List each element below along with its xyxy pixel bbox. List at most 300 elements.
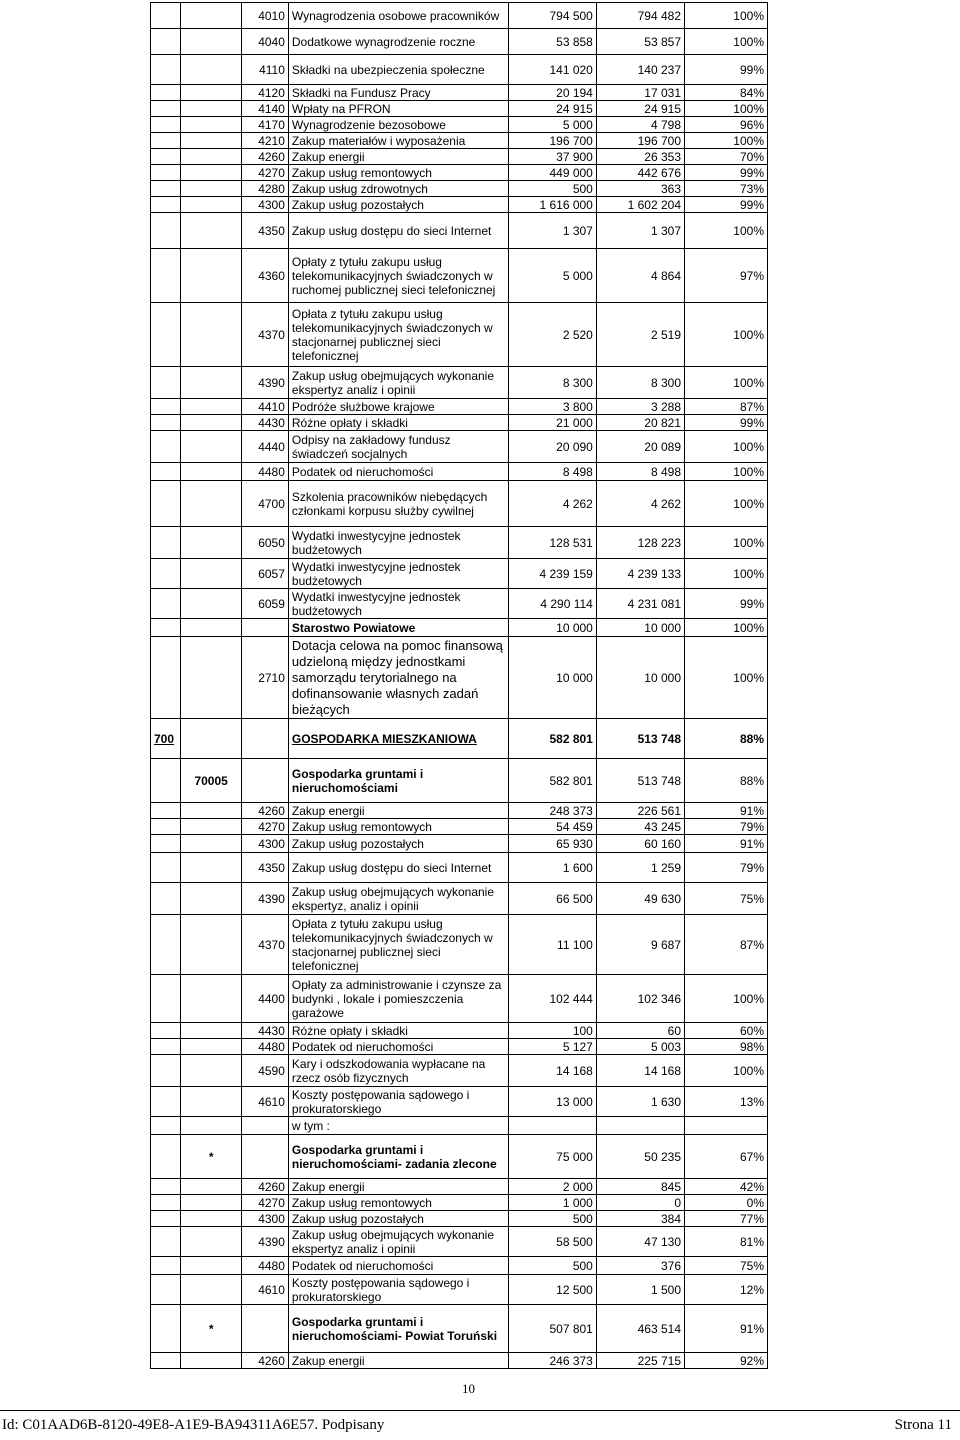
execution-percent-cell: 100% (685, 975, 768, 1023)
plan-amount-cell: 75 000 (508, 1135, 596, 1179)
plan-amount-cell: 12 500 (508, 1275, 596, 1305)
plan-amount-cell: 500 (508, 1211, 596, 1227)
executed-amount-cell: 60 160 (596, 835, 684, 853)
paragraph-code-cell: 4040 (242, 29, 289, 55)
section-code-cell (151, 1211, 181, 1227)
plan-amount-cell: 2 520 (508, 303, 596, 367)
section-code-cell (151, 1353, 181, 1369)
table-row (151, 637, 768, 719)
paragraph-code-cell: 4390 (242, 1227, 289, 1257)
executed-amount-cell: 53 857 (596, 29, 684, 55)
execution-percent-cell (685, 1117, 768, 1135)
plan-amount-cell: 4 239 159 (508, 559, 596, 589)
table-row (151, 3, 768, 29)
section-code-cell (151, 1195, 181, 1211)
section-code-cell (151, 759, 181, 803)
item-name-cell: Zakup energii (288, 149, 508, 165)
item-name-cell: Zakup usług dostępu do sieci Internet (288, 853, 508, 883)
chapter-code-cell (181, 1055, 242, 1087)
paragraph-code-cell: 4400 (242, 975, 289, 1023)
item-name-cell: Składki na ubezpieczenia społeczne (288, 55, 508, 85)
item-name-cell: Zakup usług zdrowotnych (288, 181, 508, 197)
executed-amount-cell: 4 864 (596, 249, 684, 303)
budget-table-container (150, 2, 768, 1369)
item-name-cell: Koszty postępowania sądowego i prokuratorskiego (288, 1087, 508, 1117)
executed-amount-cell: 1 500 (596, 1275, 684, 1305)
section-code-cell (151, 1023, 181, 1039)
paragraph-code-cell: 6059 (242, 589, 289, 619)
execution-percent-cell: 100% (685, 527, 768, 559)
paragraph-code-cell: 4110 (242, 55, 289, 85)
executed-amount-cell: 43 245 (596, 819, 684, 835)
execution-percent-cell: 100% (685, 559, 768, 589)
item-name-cell: Zakup usług obejmujących wykonanie ekspertyz, analiz i opinii (288, 883, 508, 915)
execution-percent-cell: 88% (685, 759, 768, 803)
executed-amount-cell: 14 168 (596, 1055, 684, 1087)
executed-amount-cell: 3 288 (596, 399, 684, 415)
table-row (151, 819, 768, 835)
section-code-cell (151, 249, 181, 303)
chapter-code-cell (181, 303, 242, 367)
item-name-cell: Wynagrodzenia osobowe pracowników (288, 3, 508, 29)
plan-amount-cell: 582 801 (508, 759, 596, 803)
paragraph-code-cell: 4120 (242, 85, 289, 101)
section-code-cell (151, 197, 181, 213)
paragraph-code-cell: 4700 (242, 481, 289, 527)
chapter-code-cell (181, 1211, 242, 1227)
execution-percent-cell: 91% (685, 1305, 768, 1353)
execution-percent-cell: 73% (685, 181, 768, 197)
plan-amount-cell: 507 801 (508, 1305, 596, 1353)
execution-percent-cell: 75% (685, 1257, 768, 1275)
executed-amount-cell: 226 561 (596, 803, 684, 819)
paragraph-code-cell: 2710 (242, 637, 289, 719)
chapter-code-cell (181, 117, 242, 133)
plan-amount-cell: 10 000 (508, 619, 596, 637)
paragraph-code-cell: 4170 (242, 117, 289, 133)
paragraph-code-cell: 4300 (242, 197, 289, 213)
section-code-cell (151, 803, 181, 819)
execution-percent-cell: 67% (685, 1135, 768, 1179)
plan-amount-cell: 1 600 (508, 853, 596, 883)
paragraph-code-cell: 4260 (242, 1179, 289, 1195)
executed-amount-cell: 60 (596, 1023, 684, 1039)
section-code-cell (151, 1305, 181, 1353)
execution-percent-cell: 100% (685, 101, 768, 117)
chapter-code-cell (181, 1117, 242, 1135)
page-number: 10 (462, 1381, 475, 1396)
table-row (151, 1275, 768, 1305)
execution-percent-cell: 79% (685, 819, 768, 835)
item-name-cell: Zakup usług dostępu do sieci Internet (288, 213, 508, 249)
paragraph-code-cell: 4370 (242, 915, 289, 975)
plan-amount-cell: 3 800 (508, 399, 596, 415)
section-code-cell (151, 915, 181, 975)
table-row (151, 1211, 768, 1227)
execution-percent-cell: 77% (685, 1211, 768, 1227)
item-name-cell: Różne opłaty i składki (288, 1023, 508, 1039)
execution-percent-cell: 91% (685, 835, 768, 853)
chapter-code-cell (181, 1353, 242, 1369)
item-name-cell: Kary i odszkodowania wypłacane na rzecz osób fizycznych (288, 1055, 508, 1087)
table-row (151, 197, 768, 213)
item-name-cell: Starostwo Powiatowe (288, 619, 508, 637)
section-code-cell (151, 149, 181, 165)
chapter-code-cell: * (181, 1135, 242, 1179)
table-row (151, 835, 768, 853)
chapter-code-cell (181, 101, 242, 117)
section-code-cell (151, 481, 181, 527)
chapter-code-cell (181, 719, 242, 759)
executed-amount-cell: 10 000 (596, 619, 684, 637)
plan-amount-cell: 5 000 (508, 117, 596, 133)
paragraph-code-cell: 6050 (242, 527, 289, 559)
section-code-cell (151, 637, 181, 719)
execution-percent-cell: 100% (685, 303, 768, 367)
section-code-cell (151, 527, 181, 559)
table-row (151, 213, 768, 249)
table-row (151, 559, 768, 589)
paragraph-code-cell: 4260 (242, 803, 289, 819)
executed-amount-cell: 47 130 (596, 1227, 684, 1257)
table-row (151, 481, 768, 527)
executed-amount-cell: 10 000 (596, 637, 684, 719)
plan-amount-cell: 246 373 (508, 1353, 596, 1369)
section-code-cell (151, 181, 181, 197)
chapter-code-cell (181, 835, 242, 853)
executed-amount-cell: 26 353 (596, 149, 684, 165)
chapter-code-cell (181, 133, 242, 149)
item-name-cell: Zakup energii (288, 1353, 508, 1369)
plan-amount-cell: 1 616 000 (508, 197, 596, 213)
document-id-footer: Id: C01AAD6B-8120-49E8-A1E9-BA94311A6E57. Podpisany (2, 1417, 385, 1433)
item-name-cell: Koszty postępowania sądowego i prokuratorskiego (288, 1275, 508, 1305)
table-row (151, 803, 768, 819)
section-code-cell (151, 883, 181, 915)
item-name-cell: Podatek od nieruchomości (288, 463, 508, 481)
executed-amount-cell: 20 821 (596, 415, 684, 431)
section-code-cell (151, 975, 181, 1023)
budget-table-body (151, 3, 768, 1369)
table-row (151, 1039, 768, 1055)
paragraph-code-cell: 4610 (242, 1087, 289, 1117)
chapter-code-cell (181, 1087, 242, 1117)
section-code-cell (151, 1275, 181, 1305)
footer-divider (0, 1410, 960, 1411)
chapter-code-cell (181, 463, 242, 481)
plan-amount-cell: 500 (508, 1257, 596, 1275)
chapter-code-cell (181, 481, 242, 527)
chapter-code-cell (181, 249, 242, 303)
item-name-cell: Zakup usług pozostałych (288, 835, 508, 853)
execution-percent-cell: 91% (685, 803, 768, 819)
chapter-code-cell (181, 819, 242, 835)
executed-amount-cell: 5 003 (596, 1039, 684, 1055)
executed-amount-cell: 384 (596, 1211, 684, 1227)
executed-amount-cell: 513 748 (596, 759, 684, 803)
table-row (151, 415, 768, 431)
chapter-code-cell (181, 415, 242, 431)
section-code-cell (151, 1087, 181, 1117)
item-name-cell: Dodatkowe wynagrodzenie roczne (288, 29, 508, 55)
executed-amount-cell: 1 307 (596, 213, 684, 249)
execution-percent-cell: 100% (685, 463, 768, 481)
paragraph-code-cell: 4410 (242, 399, 289, 415)
item-name-cell: Zakup usług remontowych (288, 165, 508, 181)
chapter-code-cell (181, 1179, 242, 1195)
table-row (151, 29, 768, 55)
chapter-row (151, 1305, 768, 1353)
chapter-code-cell (181, 1195, 242, 1211)
paragraph-code-cell (242, 719, 289, 759)
section-code-cell (151, 1135, 181, 1179)
chapter-code-cell (181, 181, 242, 197)
table-row (151, 303, 768, 367)
chapter-code-cell (181, 1039, 242, 1055)
executed-amount-cell: 0 (596, 1195, 684, 1211)
section-code-cell (151, 835, 181, 853)
plan-amount-cell: 4 262 (508, 481, 596, 527)
item-name-cell: w tym : (288, 1117, 508, 1135)
chapter-code-cell (181, 853, 242, 883)
executed-amount-cell: 845 (596, 1179, 684, 1195)
executed-amount-cell: 196 700 (596, 133, 684, 149)
paragraph-code-cell: 4440 (242, 431, 289, 463)
table-row (151, 975, 768, 1023)
execution-percent-cell: 75% (685, 883, 768, 915)
table-row (151, 1055, 768, 1087)
chapter-code-cell (181, 367, 242, 399)
execution-percent-cell: 88% (685, 719, 768, 759)
chapter-code-cell (181, 589, 242, 619)
plan-amount-cell: 11 100 (508, 915, 596, 975)
item-name-cell: Opłata z tytułu zakupu usług telekomunikacyjnych świadczonych w stacjonarnej publicznej sieci telefonicznej (288, 303, 508, 367)
section-code-cell (151, 619, 181, 637)
paragraph-code-cell: 4300 (242, 1211, 289, 1227)
item-name-cell: Szkolenia pracowników niebędących członkami korpusu służby cywilnej (288, 481, 508, 527)
table-row (151, 853, 768, 883)
paragraph-code-cell: 4350 (242, 213, 289, 249)
executed-amount-cell: 1 630 (596, 1087, 684, 1117)
plan-amount-cell: 141 020 (508, 55, 596, 85)
execution-percent-cell: 87% (685, 915, 768, 975)
chapter-code-cell (181, 431, 242, 463)
section-code-cell (151, 101, 181, 117)
section-code-cell (151, 819, 181, 835)
table-row (151, 149, 768, 165)
chapter-code-cell (181, 3, 242, 29)
paragraph-code-cell: 4480 (242, 1039, 289, 1055)
paragraph-code-cell: 4390 (242, 883, 289, 915)
plan-amount-cell: 10 000 (508, 637, 596, 719)
section-code-cell (151, 415, 181, 431)
paragraph-code-cell: 4480 (242, 463, 289, 481)
paragraph-code-cell (242, 1135, 289, 1179)
plan-amount-cell: 1 000 (508, 1195, 596, 1211)
paragraph-code-cell (242, 1117, 289, 1135)
item-name-cell: Odpisy na zakładowy fundusz świadczeń socjalnych (288, 431, 508, 463)
execution-percent-cell: 100% (685, 1055, 768, 1087)
plan-amount-cell: 21 000 (508, 415, 596, 431)
executed-amount-cell: 225 715 (596, 1353, 684, 1369)
chapter-code-cell (181, 165, 242, 181)
plan-amount-cell: 20 194 (508, 85, 596, 101)
chapter-code-cell (181, 1257, 242, 1275)
paragraph-code-cell: 4360 (242, 249, 289, 303)
plan-amount-cell: 500 (508, 181, 596, 197)
table-row (151, 431, 768, 463)
plan-amount-cell: 65 930 (508, 835, 596, 853)
chapter-code-cell (181, 85, 242, 101)
chapter-code-cell (181, 1275, 242, 1305)
item-name-cell: Różne opłaty i składki (288, 415, 508, 431)
execution-percent-cell: 84% (685, 85, 768, 101)
plan-amount-cell: 5 127 (508, 1039, 596, 1055)
item-name-cell: Podatek od nieruchomości (288, 1039, 508, 1055)
section-code-cell (151, 853, 181, 883)
section-code-cell (151, 399, 181, 415)
executed-amount-cell: 24 915 (596, 101, 684, 117)
execution-percent-cell: 100% (685, 367, 768, 399)
section-code-cell (151, 55, 181, 85)
chapter-code-cell (181, 637, 242, 719)
section-code-cell (151, 213, 181, 249)
item-name-cell: Gospodarka gruntami i nieruchomościami (288, 759, 508, 803)
section-code-cell (151, 1227, 181, 1257)
table-row (151, 85, 768, 101)
chapter-code-cell (181, 1023, 242, 1039)
executed-amount-cell: 442 676 (596, 165, 684, 181)
item-name-cell: Gospodarka gruntami i nieruchomościami- Powiat Toruński (288, 1305, 508, 1353)
executed-amount-cell: 4 798 (596, 117, 684, 133)
table-row (151, 1117, 768, 1135)
plan-amount-cell: 58 500 (508, 1227, 596, 1257)
chapter-code-cell (181, 29, 242, 55)
paragraph-code-cell: 4590 (242, 1055, 289, 1087)
item-name-cell: Zakup energii (288, 803, 508, 819)
section-code-cell: 700 (151, 719, 181, 759)
chapter-code-cell (181, 149, 242, 165)
execution-percent-cell: 100% (685, 213, 768, 249)
paragraph-code-cell: 4210 (242, 133, 289, 149)
chapter-code-cell: 70005 (181, 759, 242, 803)
table-row (151, 117, 768, 133)
executed-amount-cell: 128 223 (596, 527, 684, 559)
paragraph-code-cell: 4260 (242, 1353, 289, 1369)
plan-amount-cell (508, 1117, 596, 1135)
paragraph-code-cell: 4270 (242, 819, 289, 835)
chapter-code-cell (181, 527, 242, 559)
section-code-cell (151, 29, 181, 55)
item-name-cell: Dotacja celowa na pomoc finansową udzieloną między jednostkami samorządu terytorialnego na dofinansowanie własnych zadań bieżących (288, 637, 508, 719)
plan-amount-cell: 20 090 (508, 431, 596, 463)
executed-amount-cell: 8 498 (596, 463, 684, 481)
item-name-cell: Zakup usług remontowych (288, 1195, 508, 1211)
table-row (151, 55, 768, 85)
execution-percent-cell: 99% (685, 589, 768, 619)
section-row (151, 719, 768, 759)
paragraph-code-cell: 4430 (242, 415, 289, 431)
chapter-row (151, 759, 768, 803)
section-code-cell (151, 133, 181, 149)
plan-amount-cell: 582 801 (508, 719, 596, 759)
section-code-cell (151, 1055, 181, 1087)
table-row (151, 181, 768, 197)
table-row (151, 165, 768, 181)
executed-amount-cell: 376 (596, 1257, 684, 1275)
plan-amount-cell: 5 000 (508, 249, 596, 303)
execution-percent-cell: 100% (685, 3, 768, 29)
chapter-code-cell (181, 197, 242, 213)
paragraph-code-cell: 4270 (242, 165, 289, 181)
execution-percent-cell: 97% (685, 249, 768, 303)
execution-percent-cell: 100% (685, 133, 768, 149)
execution-percent-cell: 0% (685, 1195, 768, 1211)
executed-amount-cell: 794 482 (596, 3, 684, 29)
plan-amount-cell: 449 000 (508, 165, 596, 181)
plan-amount-cell: 2 000 (508, 1179, 596, 1195)
executed-amount-cell: 49 630 (596, 883, 684, 915)
executed-amount-cell: 17 031 (596, 85, 684, 101)
paragraph-code-cell: 4430 (242, 1023, 289, 1039)
execution-percent-cell: 60% (685, 1023, 768, 1039)
budget-table (150, 2, 768, 1369)
paragraph-code-cell: 4260 (242, 149, 289, 165)
table-row (151, 1179, 768, 1195)
executed-amount-cell: 8 300 (596, 367, 684, 399)
executed-amount-cell: 50 235 (596, 1135, 684, 1179)
executed-amount-cell: 102 346 (596, 975, 684, 1023)
execution-percent-cell: 79% (685, 853, 768, 883)
section-code-cell (151, 1117, 181, 1135)
executed-amount-cell (596, 1117, 684, 1135)
plan-amount-cell: 13 000 (508, 1087, 596, 1117)
plan-amount-cell: 248 373 (508, 803, 596, 819)
plan-amount-cell: 8 498 (508, 463, 596, 481)
table-row (151, 463, 768, 481)
plan-amount-cell: 128 531 (508, 527, 596, 559)
paragraph-code-cell: 4390 (242, 367, 289, 399)
executed-amount-cell: 9 687 (596, 915, 684, 975)
paragraph-code-cell: 4010 (242, 3, 289, 29)
item-name-cell: Wydatki inwestycyjne jednostek budżetowych (288, 589, 508, 619)
section-code-cell (151, 1039, 181, 1055)
paragraph-code-cell (242, 619, 289, 637)
paragraph-code-cell: 4140 (242, 101, 289, 117)
executed-amount-cell: 513 748 (596, 719, 684, 759)
chapter-row (151, 1135, 768, 1179)
paragraph-code-cell: 4480 (242, 1257, 289, 1275)
plan-amount-cell: 37 900 (508, 149, 596, 165)
item-name-cell: Wynagrodzenie bezosobowe (288, 117, 508, 133)
chapter-code-cell (181, 803, 242, 819)
section-code-cell (151, 559, 181, 589)
plan-amount-cell: 14 168 (508, 1055, 596, 1087)
execution-percent-cell: 100% (685, 29, 768, 55)
item-name-cell: Podróże służbowe krajowe (288, 399, 508, 415)
chapter-code-cell (181, 399, 242, 415)
table-row (151, 101, 768, 117)
section-code-cell (151, 303, 181, 367)
chapter-code-cell (181, 915, 242, 975)
execution-percent-cell: 92% (685, 1353, 768, 1369)
executed-amount-cell: 4 239 133 (596, 559, 684, 589)
plan-amount-cell: 8 300 (508, 367, 596, 399)
item-name-cell: Zakup usług pozostałych (288, 197, 508, 213)
paragraph-code-cell: 6057 (242, 559, 289, 589)
item-name-cell: Zakup usług obejmujących wykonanie ekspertyz analiz i opinii (288, 367, 508, 399)
section-code-cell (151, 85, 181, 101)
